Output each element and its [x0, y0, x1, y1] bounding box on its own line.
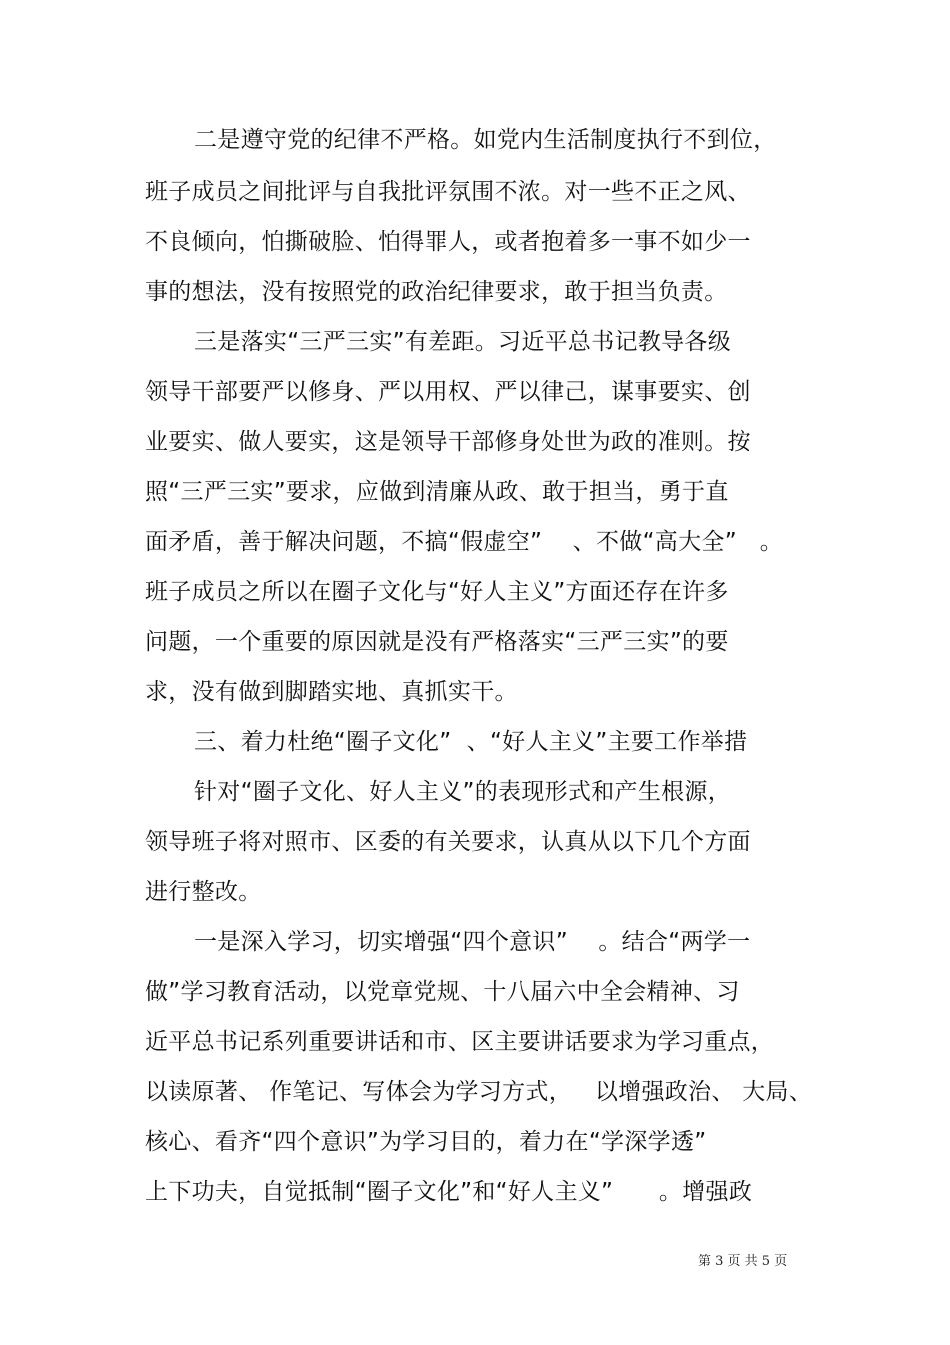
- text-line: 做”学习教育活动，以党章党规、十八届六中全会精神、习: [145, 979, 740, 1005]
- text-line: 进行整改。: [145, 879, 262, 905]
- text-line: 班子成员之所以在圈子文化与“好人主义”方面还存在许多: [145, 579, 729, 605]
- text-line: 不良倾向，怕撕破脸、怕得罪人，或者抱着多一事不如少一: [145, 229, 751, 255]
- text-line: 业要实、做人要实，这是领导干部修身处世为政的准则。按: [145, 429, 751, 455]
- text-line: 三是落实“三严三实”有差距。习近平总书记教导各级: [194, 329, 732, 355]
- text-line: 领导班子将对照市、区委的有关要求，认真从以下几个方面: [145, 829, 751, 855]
- text-line: 针对“圈子文化、好人主义”的表现形式和产生根源，: [194, 779, 732, 805]
- text-line: 照“三严三实”要求，应做到清廉从政、敢于担当，勇于直: [145, 479, 729, 505]
- text-line: 核心、看齐“四个意识”为学习目的，着力在“学深学透”: [145, 1129, 707, 1155]
- text-line: 二是遵守党的纪律不严格。如党内生活制度执行不到位，: [194, 127, 777, 153]
- text-line: 事的想法，没有按照党的政治纪律要求，敢于担当负责。: [145, 279, 728, 305]
- text-line: 领导干部要严以修身、严以用权、严以律己，谋事要实、创: [145, 379, 751, 405]
- text-line: 班子成员之间批评与自我批评氛围不浓。对一些不正之风、: [145, 179, 751, 205]
- text-line: 以读原著、 作笔记、写体会为学习方式， 以增强政治、 大局、: [145, 1079, 813, 1105]
- text-line: 求，没有做到脚踏实地、真抓实干。: [145, 679, 518, 705]
- text-line: 面矛盾，善于解决问题，不搞“假虚空” 、不做“高大全” 。: [145, 529, 784, 555]
- text-line: 问题，一个重要的原因就是没有严格落实“三严三实”的要: [145, 629, 729, 655]
- section-heading: 三、着力杜绝“圈子文化” 、“好人主义”主要工作举措: [194, 729, 748, 755]
- text-line: 一是深入学习，切实增强“四个意识” 。结合“两学一: [194, 929, 751, 955]
- text-line: 上下功夫，自觉抵制“圈子文化”和“好人主义” 。增强政: [145, 1179, 753, 1205]
- text-line: 近平总书记系列重要讲话和市、区主要讲话要求为学习重点，: [145, 1029, 775, 1055]
- page-number-footer: 第 3 页 共 5 页: [698, 1254, 788, 1269]
